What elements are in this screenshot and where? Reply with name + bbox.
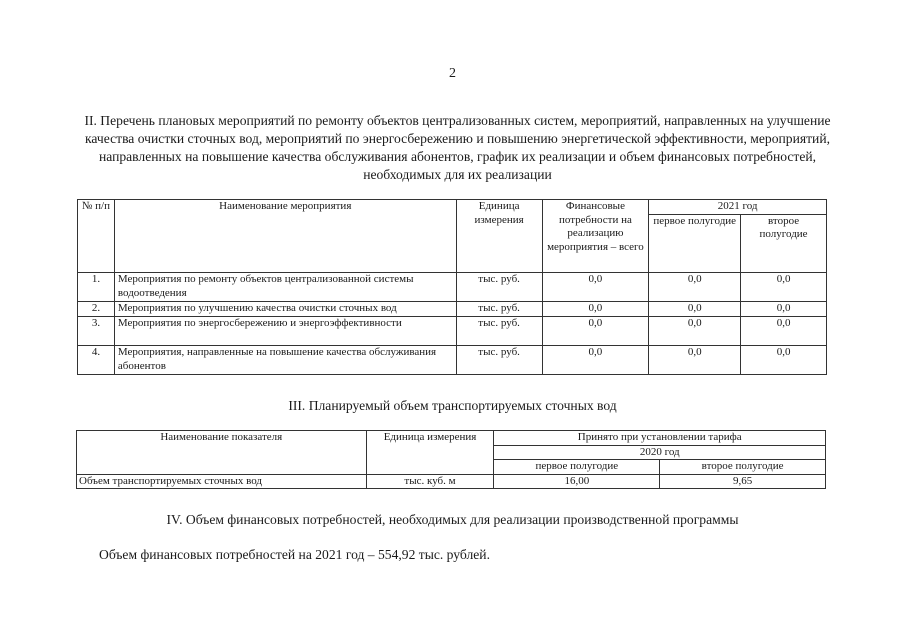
section-2-title: II. Перечень плановых мероприятий по ремонту объектов централизованных систем, мероприятий, направленных на улучшение качества очистки сточных вод, мероприятий по энергосбережению и повышению энергетической эффективности, мероприятий, направленных на повышение качества обслуживания абонентов, график их реализации и объем финансовых потребностей, необходимых для их реализации <box>84 113 831 182</box>
table-row <box>78 273 827 302</box>
measures-table <box>77 199 827 375</box>
measures-header-row <box>78 200 827 215</box>
row-half2: 9,65 <box>660 474 826 489</box>
table-row <box>78 302 827 317</box>
row-name: Мероприятия по энергосбережению и энергоэффективности <box>114 317 456 346</box>
row-unit: тыс. руб. <box>456 302 542 317</box>
row-num: 1. <box>78 273 115 302</box>
row-num: 3. <box>78 317 115 346</box>
header-accepted: Принято при установлении тарифа <box>494 431 826 446</box>
row-indicator: Объем транспортируемых сточных вод <box>77 474 367 489</box>
table-row <box>78 346 827 375</box>
header-half1: первое полугодие <box>494 460 660 475</box>
row-name: Мероприятия, направленные на повышение качества обслуживания абонентов <box>114 346 456 375</box>
row-half1: 0,0 <box>649 273 741 302</box>
row-unit: тыс. руб. <box>456 346 542 375</box>
header-num: № п/п <box>78 200 115 273</box>
header-unit: Единица измерения <box>456 200 542 273</box>
table-row <box>77 474 826 489</box>
row-half2: 0,0 <box>741 273 827 302</box>
row-total: 0,0 <box>542 317 649 346</box>
header-indicator: Наименование показателя <box>77 431 367 475</box>
row-total: 0,0 <box>542 302 649 317</box>
finance-summary: Объем финансовых потребностей на 2021 год – 554,92 тыс. рублей. <box>99 547 490 562</box>
page-number: 2 <box>449 66 456 81</box>
row-half1: 0,0 <box>649 302 741 317</box>
row-num: 2. <box>78 302 115 317</box>
volume-table <box>76 430 826 489</box>
header-half2: второе полугодие <box>741 214 827 273</box>
row-name: Мероприятия по улучшению качества очистки сточных вод <box>114 302 456 317</box>
header-half2: второе полугодие <box>660 460 826 475</box>
row-unit: тыс. руб. <box>456 273 542 302</box>
section-4-title: IV. Объем финансовых потребностей, необходимых для реализации производственной программы <box>166 512 739 527</box>
header-unit: Единица измерения <box>366 431 494 475</box>
volume-header-row <box>77 431 826 446</box>
header-name: Наименование мероприятия <box>114 200 456 273</box>
header-half1: первое полугодие <box>649 214 741 273</box>
header-year: 2020 год <box>494 445 826 460</box>
row-unit: тыс. куб. м <box>366 474 494 489</box>
row-half1: 16,00 <box>494 474 660 489</box>
header-finance: Финансовые потребности на реализацию мероприятия – всего <box>542 200 649 273</box>
header-year: 2021 год <box>649 200 827 215</box>
row-unit: тыс. руб. <box>456 317 542 346</box>
row-half2: 0,0 <box>741 302 827 317</box>
row-num: 4. <box>78 346 115 375</box>
row-name: Мероприятия по ремонту объектов централизованной системы водоотведения <box>114 273 456 302</box>
row-half2: 0,0 <box>741 317 827 346</box>
row-total: 0,0 <box>542 346 649 375</box>
row-half2: 0,0 <box>741 346 827 375</box>
row-half1: 0,0 <box>649 317 741 346</box>
row-total: 0,0 <box>542 273 649 302</box>
table-row <box>78 317 827 346</box>
section-3-title: III. Планируемый объем транспортируемых сточных вод <box>288 398 617 413</box>
row-half1: 0,0 <box>649 346 741 375</box>
